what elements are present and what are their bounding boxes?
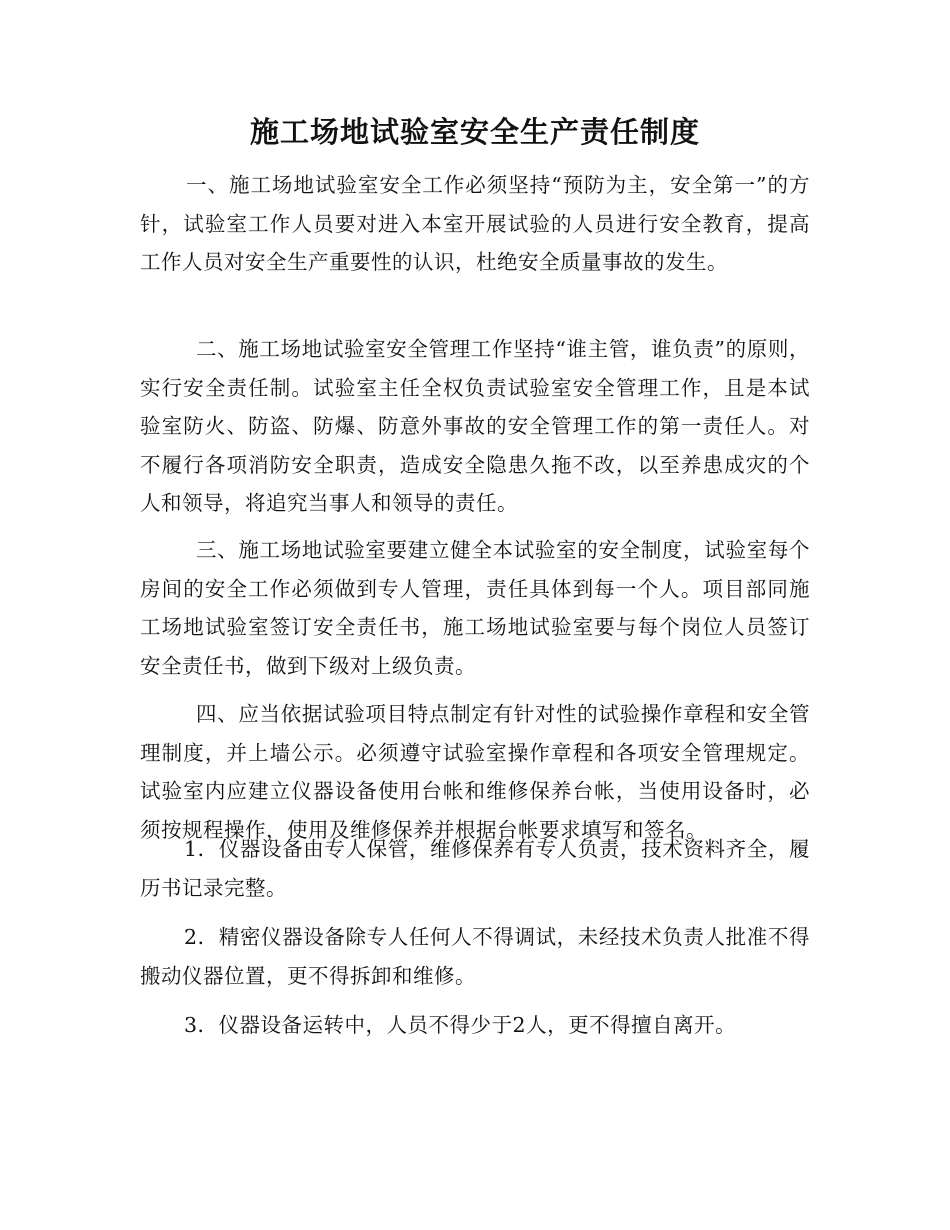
list-item-3: 3．仪器设备运转中，人员不得少于2人，更不得擅自离开。 (184, 1013, 737, 1037)
paragraph-3: 三、施工场地试验室要建立健全本试验室的安全制度，试验室每个房间的安全工作必须做到专人管理，责任具体到每一个人。项目部同施工场地试验室签订安全责任书，施工场地试验室要与每个岗位人员签订安全责任书，做到下级对上级负责。 (140, 538, 810, 678)
list-item-1: 1．仪器设备由专人保管，维修保养有专人负责，技术资料齐全，履历书记录完整。 (140, 837, 810, 900)
paragraph-4: 四、应当依据试验项目特点制定有针对性的试验操作章程和安全管理制度，并上墙公示。必须遵守试验室操作章程和各项安全管理规定。试验室内应建立仪器设备使用台帐和维修保养台帐，当使用设备时，必须按规程操作，使用及维修保养并根据台帐要求填写和签名。 (140, 702, 810, 842)
paragraph-1: 一、施工场地试验室安全工作必须坚持“预防为主，安全第一”的方针，试验室工作人员要对进入本室开展试验的人员进行安全教育，提高工作人员对安全生产重要性的认识，杜绝安全质量事故的发生。 (140, 173, 810, 274)
paragraph-2: 二、施工场地试验室安全管理工作坚持“谁主管，谁负责”的原则，实行安全责任制。试验室主任全权负责试验室安全管理工作，且是本试验室防火、防盗、防爆、防意外事故的安全管理工作的第一责任人。对不履行各项消防安全职责，造成安全隐患久拖不改，以至养患成灾的个人和领导，将追究当事人和领导的责任。 (140, 337, 810, 515)
document-title: 施工场地试验室安全生产责任制度 (249, 115, 700, 149)
list-item-2: 2．精密仪器设备除专人任何人不得调试，未经技术负责人批准不得搬动仪器位置，更不得拆卸和维修。 (140, 925, 810, 988)
